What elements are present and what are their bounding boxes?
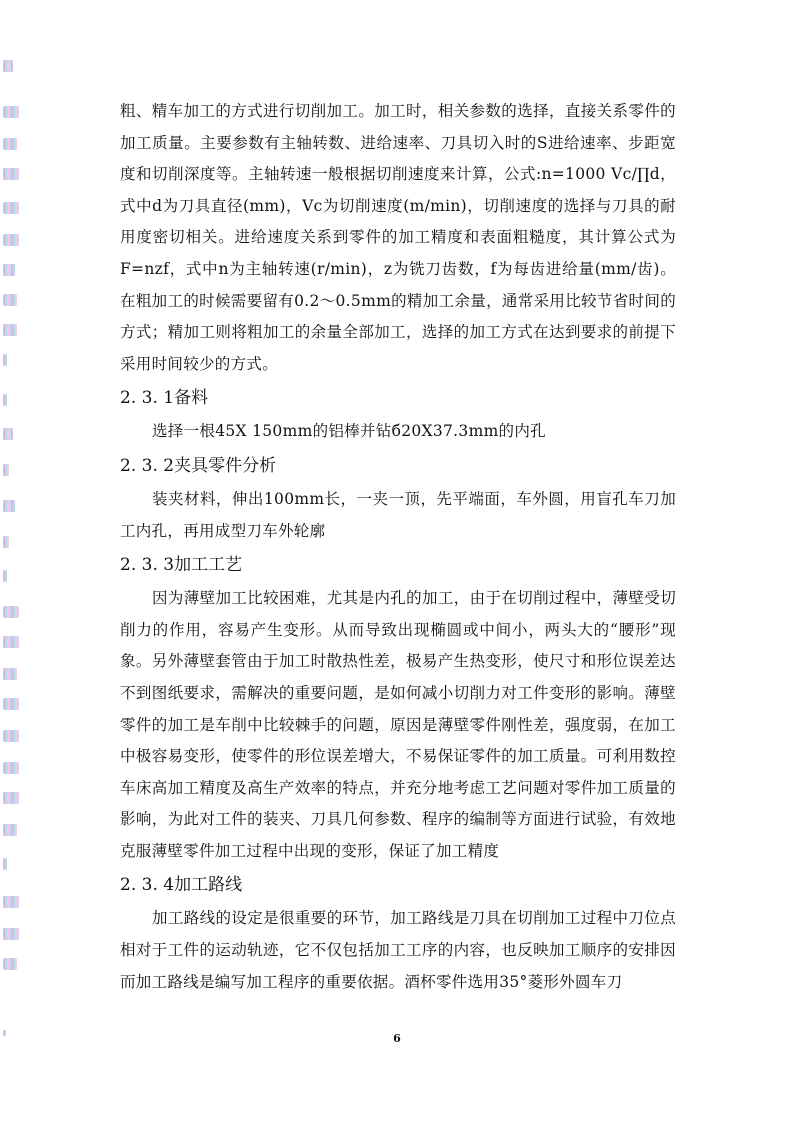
heading-material-prep: 2. 3. 1备料	[120, 388, 209, 409]
paragraph-machining-route: 加工路线的设定是很重要的环节，加工路线是刀具在切削加工过程中刀位点相对于工件的运动轨迹，它不仅包括加工工序的内容，也反映加工顺序的安排因而加工路线是编写加工程序的重要依据。酒杯零件选用35°菱形外圆车刀	[120, 909, 676, 991]
margin-mark	[3, 60, 13, 72]
body-text	[120, 96, 676, 998]
paragraph-machining-process: 因为薄壁加工比较困难，尤其是内孔的加工，由于在切削过程中，薄壁受切削力的作用，容易产生变形。从而导致出现椭圆或中间小，两头大的“腰形”现象。另外薄壁套管由于加工时散热性差，极易产生热变形，使尺寸和形位误差达不到图纸要求，需解决的重要问题，是如何减小切削力对工件变形的影响。薄壁零件的加工是车削中比较棘手的问题，原因是薄壁零件刚性差，强度弱，在加工中极容易变形，使零件的形位误差增大，不易保证零件的加工质量。可利用数控车床高加工精度及高生产效率的特点，并充分地考虑工艺问题对零件加工质量的影响，为此对工件的装夹、刀具几何参数、程序的编制等方面进行试验，有效地克服薄壁零件加工过程中出现的变形，保证了加工精度	[120, 589, 676, 860]
margin-mark	[3, 500, 15, 512]
margin-mark	[3, 896, 19, 908]
margin-mark	[3, 606, 19, 618]
margin-mark	[3, 536, 9, 548]
paragraph-cutting-parameters: 粗、精车加工的方式进行切削加工。加工时，相关参数的选择，直接关系零件的加工质量。主要参数有主轴转数、进给速率、刀具切入时的S进给速率、步距宽度和切削深度等。主轴转速一般根据切削速度来计算，公式:n=1000 Vc/∏d，式中d为刀具直径(mm)，Vc为切削速度(m/min)，切削速度的选择与刀具的耐用度密切相关。进给速度关系到零件的加工精度和表面粗糙度，其计算公式为F=nzf，式中n为主轴转速(r/min)，z为铣刀齿数，f为每齿进给量(mm/齿)。在粗加工的时候需要留有0.2～0.5mm的精加工余量，通常采用比较节省时间的方式；精加工则将粗加工的余量全部加工，选择的加工方式在达到要求的前提下采用时间较少的方式。	[120, 102, 676, 373]
margin-mark	[3, 928, 19, 940]
margin-mark	[3, 636, 19, 648]
margin-mark	[3, 138, 17, 150]
margin-mark	[3, 730, 19, 742]
margin-mark	[3, 354, 7, 366]
paragraph-material-prep: 选择一根45X 150mm的铝棒并钻б20X37.3mm的内孔	[152, 422, 546, 441]
heading-machining-process: 2. 3. 3加工工艺	[120, 555, 243, 576]
margin-mark	[3, 570, 7, 582]
margin-mark	[3, 324, 17, 336]
margin-mark	[3, 858, 7, 870]
margin-mark	[3, 698, 19, 710]
margin-mark	[3, 202, 19, 214]
page-number: 6	[393, 1032, 401, 1045]
scan-artifact-marks	[3, 58, 21, 1058]
margin-mark	[3, 762, 19, 774]
margin-mark	[3, 958, 17, 970]
margin-mark	[3, 234, 19, 246]
margin-mark	[3, 168, 19, 180]
paragraph-fixture-analysis: 装夹材料，伸出100mm长，一夹一顶，先平端面，车外圆，用盲孔车刀加工内孔，再用成型刀车外轮廓	[120, 489, 676, 540]
margin-mark	[3, 792, 19, 804]
margin-mark	[3, 428, 13, 440]
margin-mark	[3, 394, 7, 406]
margin-mark	[3, 264, 15, 276]
heading-machining-route: 2. 3. 4加工路线	[120, 875, 243, 896]
margin-mark	[3, 464, 9, 476]
heading-fixture-analysis: 2. 3. 2夹具零件分析	[120, 455, 277, 476]
margin-mark	[3, 668, 17, 680]
margin-mark	[3, 106, 19, 118]
margin-mark	[3, 294, 17, 306]
margin-mark	[3, 824, 17, 836]
